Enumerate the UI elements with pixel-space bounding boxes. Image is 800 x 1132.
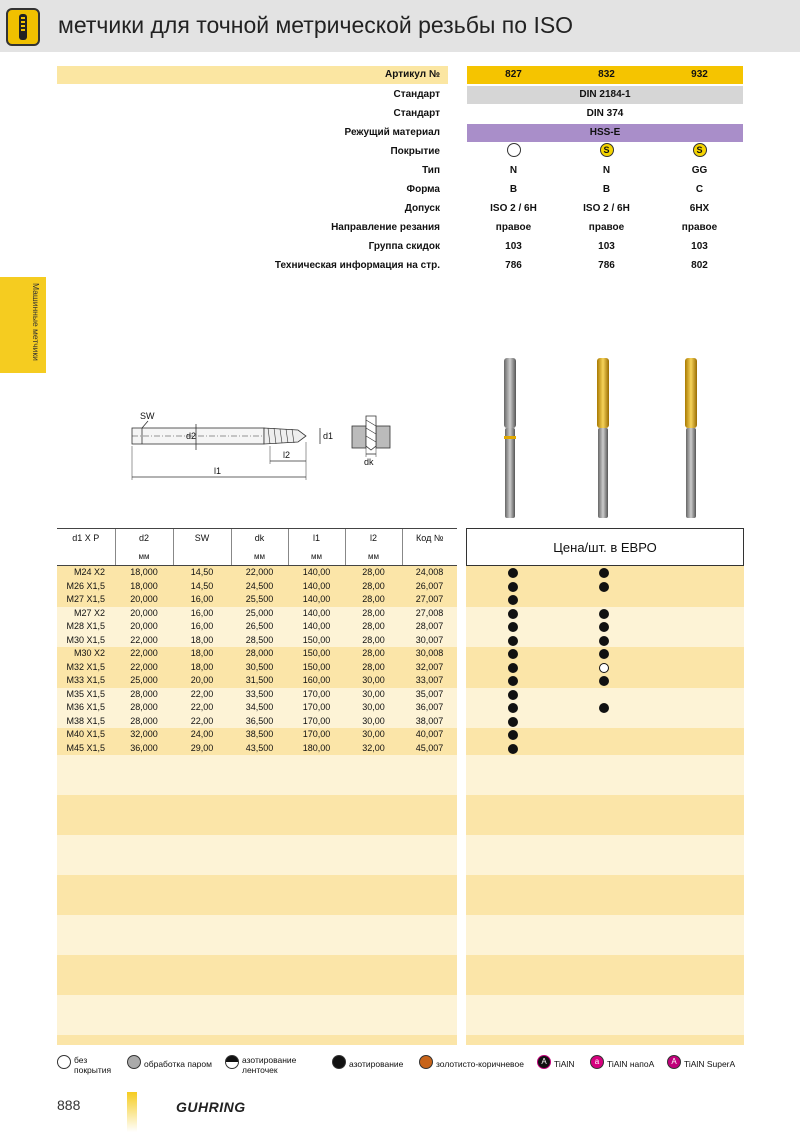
col-header: l2 (345, 529, 402, 548)
table-cell: 22,000 (130, 661, 158, 672)
spec-row-material (57, 124, 743, 142)
table-cell: 32,007 (415, 661, 444, 672)
table-row (57, 566, 457, 580)
table-cell: 27,008 (415, 607, 444, 618)
spec-row-article (57, 66, 743, 84)
spec-label: Стандарт (393, 89, 440, 100)
page-title: метчики для точной метрической резьбы по ISO (58, 12, 574, 38)
table-cell: M24 X2 (73, 567, 105, 577)
row-band (57, 995, 457, 1035)
circle-white-icon (57, 1055, 71, 1069)
spec-row-standard-2 (57, 105, 743, 123)
table-header-row (57, 529, 457, 548)
table-cell: 28,00 (362, 648, 385, 658)
row-band (57, 915, 457, 955)
table-row (57, 715, 457, 729)
dim-d1-label: d1 (323, 431, 334, 441)
table-cell: 22,000 (130, 648, 158, 658)
table-cell: 22,00 (190, 715, 214, 726)
coating-steam-icon: S (600, 143, 614, 157)
table-cell: 20,000 (130, 594, 158, 604)
table-cell: 32,00 (362, 742, 385, 753)
table-cell: 30,007 (415, 634, 444, 645)
circle-A-super-icon: A (667, 1055, 681, 1069)
table-cell: 18,000 (130, 580, 158, 591)
side-tab (0, 277, 46, 373)
availability-dot-icon (508, 649, 518, 659)
spec-label: Тип (422, 165, 440, 176)
table-cell: 31,500 (245, 675, 274, 685)
spec-label: Артикул № (57, 66, 448, 84)
table-row (57, 661, 457, 675)
availability-dot-icon (508, 703, 518, 713)
col-header: d2 (115, 529, 173, 548)
table-cell: 33,007 (415, 675, 444, 685)
table-cell: 20,000 (130, 621, 158, 631)
table-cell: 36,007 (415, 702, 444, 712)
material-value: HSS-E (467, 124, 743, 142)
row-band (466, 915, 744, 955)
table-cell: 20,000 (130, 607, 158, 618)
table-cell: M32 X1,5 (66, 661, 105, 672)
table-row (57, 728, 457, 742)
table-cell: M36 X1,5 (66, 702, 105, 712)
table-row (57, 580, 457, 594)
dim-sw-label: SW (140, 411, 155, 421)
standard-value: DIN 2184-1 (467, 86, 743, 104)
table-row (57, 701, 457, 715)
tap-832-image (597, 358, 609, 518)
availability-dot-icon (508, 663, 518, 673)
spec-row-direction: Направление резания правое правое правое (57, 219, 743, 237)
table-cell: 28,00 (362, 621, 385, 631)
table-row (57, 674, 457, 688)
col-header: dk (231, 529, 288, 548)
table-cell: 28,000 (245, 648, 274, 658)
table-cell: M33 X1,5 (66, 675, 105, 685)
dim-l2-label: l2 (283, 450, 291, 460)
spec-label: Форма (406, 184, 440, 195)
table-cell: 170,00 (302, 715, 331, 726)
table-row (57, 607, 457, 621)
table-cell: 30,500 (245, 661, 274, 672)
table-cell: 18,00 (190, 648, 214, 658)
circle-a-icon: a (590, 1055, 604, 1069)
availability-dot-icon (508, 636, 518, 646)
tap-932-image (685, 358, 697, 518)
table-cell: 16,00 (190, 607, 214, 618)
article-832: 832 (598, 69, 615, 80)
table-cell: 16,00 (190, 594, 214, 604)
table-cell: 28,500 (245, 634, 274, 645)
article-932: 932 (691, 69, 708, 80)
table-cell: 36,500 (245, 715, 274, 726)
table-cell: 140,00 (302, 567, 331, 577)
spec-row-standard-1 (57, 86, 743, 104)
table-cell: 25,500 (245, 594, 274, 604)
table-cell: 45,007 (415, 742, 444, 753)
availability-dot-icon (508, 622, 518, 632)
table-cell: 28,007 (415, 621, 444, 631)
table-cell: 180,00 (302, 742, 331, 753)
table-cell: 24,00 (190, 729, 214, 739)
table-cell: 43,500 (245, 742, 274, 753)
table-cell: 40,007 (415, 729, 444, 739)
row-band (57, 835, 457, 875)
table-cell: 28,000 (130, 715, 158, 726)
table-unit-row: мм мм мм мм (57, 548, 457, 566)
table-cell: 28,00 (362, 661, 385, 672)
table-cell: 26,500 (245, 621, 274, 631)
table-cell: 30,008 (415, 648, 444, 658)
table-cell: 150,00 (302, 634, 331, 645)
table-cell: 36,000 (130, 742, 158, 753)
spec-row-info: Техническая информация на стр. 786 786 802 (57, 257, 743, 275)
table-cell: 14,50 (190, 567, 214, 577)
spec-row-form: Форма B B C (57, 181, 743, 199)
table-cell: 30,00 (362, 702, 385, 712)
availability-dot-icon (508, 730, 518, 740)
table-cell: 27,007 (415, 594, 444, 604)
spec-label: Техническая информация на стр. (274, 260, 440, 271)
table-cell: 28,000 (130, 702, 158, 712)
table-cell: M35 X1,5 (66, 688, 105, 699)
table-cell: M27 X1,5 (66, 594, 105, 604)
article-827: 827 (505, 69, 522, 80)
spec-label: Режущий материал (344, 127, 440, 138)
table-cell: 28,00 (362, 580, 385, 591)
circle-gray-icon (127, 1055, 141, 1069)
table-cell: 20,00 (190, 675, 214, 685)
availability-dot-icon (508, 744, 518, 754)
table-cell: 140,00 (302, 594, 331, 604)
table-cell: M28 X1,5 (66, 621, 105, 631)
table-cell: 170,00 (302, 702, 331, 712)
spec-label: Направление резания (331, 222, 440, 233)
table-cell: 150,00 (302, 648, 331, 658)
table-cell: 170,00 (302, 688, 331, 699)
availability-dot-icon (599, 649, 609, 659)
col-header: d1 X P (57, 529, 115, 548)
row-band (57, 1035, 457, 1045)
table-cell: 28,00 (362, 607, 385, 618)
table-row (57, 593, 457, 607)
row-band (466, 835, 744, 875)
table-cell: 28,00 (362, 567, 385, 577)
availability-dot-icon (508, 595, 518, 605)
availability-dot-icon (599, 582, 609, 592)
side-tab-label: Машинные метчики (31, 283, 41, 361)
spec-label: Покрытие (390, 146, 440, 157)
table-cell: 14,50 (190, 580, 214, 591)
tap-827-image (504, 358, 516, 518)
coating-steam-icon: S (693, 143, 707, 157)
col-header: l1 (288, 529, 345, 548)
row-band (466, 795, 744, 835)
legend: без покрытия обработка паром азотирование ленточек азотирование золотисто-коричневое A TiAlN a TiAlN напоА A TiAlN SuperA (57, 1052, 757, 1076)
spec-row-tolerance: Допуск ISO 2 / 6H ISO 2 / 6H 6HX (57, 200, 743, 218)
availability-dot-icon (599, 568, 609, 578)
table-cell: 150,00 (302, 661, 331, 672)
table-cell: 35,007 (415, 688, 444, 699)
table-cell: 32,000 (130, 729, 158, 739)
table-cell: 33,500 (245, 688, 274, 699)
table-cell: 170,00 (302, 729, 331, 739)
table-cell: 30,00 (362, 688, 385, 699)
table-cell: 140,00 (302, 607, 331, 618)
circle-A-icon: A (537, 1055, 551, 1069)
price-header: Цена/шт. в ЕВРО (466, 528, 744, 566)
table-cell: 18,000 (130, 567, 158, 577)
dim-l1-label: l1 (214, 466, 222, 476)
table-cell: 24,008 (415, 567, 444, 577)
spec-label: Допуск (404, 203, 440, 214)
row-band (466, 875, 744, 915)
table-cell: 28,000 (130, 688, 158, 699)
page-number: 888 (57, 1097, 81, 1113)
availability-dot-icon (508, 609, 518, 619)
table-cell: 16,00 (190, 621, 214, 631)
table-row (57, 620, 457, 634)
table-cell: 34,500 (245, 702, 274, 712)
row-band (466, 955, 744, 995)
brand-logo: GUHRING (176, 1099, 246, 1115)
table-cell: 22,000 (130, 634, 158, 645)
table-cell: 140,00 (302, 580, 331, 591)
tap-product-images (480, 350, 742, 525)
row-band (466, 755, 744, 795)
availability-dot-icon (508, 717, 518, 727)
circle-black-icon (332, 1055, 346, 1069)
row-band (466, 1035, 744, 1045)
tap-technical-drawing (120, 398, 420, 490)
tap-logo-icon (6, 8, 40, 46)
table-cell: 24,500 (245, 580, 274, 591)
table-cell: M40 X1,5 (66, 729, 105, 739)
table-row (57, 742, 457, 756)
availability-dot-icon (599, 676, 609, 686)
table-cell: 38,500 (245, 729, 274, 739)
table-cell: M26 X1,5 (66, 580, 105, 591)
coating-none-icon (507, 143, 521, 157)
row-band (57, 875, 457, 915)
footer-accent-bar (127, 1092, 137, 1132)
row-band (57, 755, 457, 795)
availability-dot-icon (508, 568, 518, 578)
table-cell: M38 X1,5 (66, 715, 105, 726)
col-header: Код № (402, 529, 457, 548)
table-cell: 26,007 (415, 580, 444, 591)
availability-dot-icon (508, 690, 518, 700)
availability-dot-icon (599, 636, 609, 646)
table-cell: 22,000 (245, 567, 274, 577)
table-cell: 28,00 (362, 634, 385, 645)
availability-dot-icon (508, 676, 518, 686)
availability-dot-icon (599, 622, 609, 632)
table-row (57, 688, 457, 702)
availability-dot-icon (599, 609, 609, 619)
availability-dot-icon (508, 582, 518, 592)
table-cell: 22,00 (190, 702, 214, 712)
table-cell: 18,00 (190, 634, 214, 645)
spec-row-type: Тип N N GG (57, 162, 743, 180)
spec-label: Стандарт (393, 108, 440, 119)
dim-d2-label: d2 (186, 431, 197, 441)
spec-row-coating (57, 143, 743, 161)
table-cell: 160,00 (302, 675, 331, 685)
spec-row-discount: Группа скидок 103 103 103 (57, 238, 743, 256)
page-header (0, 0, 800, 52)
row-band (57, 795, 457, 835)
table-cell: 25,000 (130, 675, 158, 685)
availability-open-dot-icon (599, 663, 609, 673)
standard-value: DIN 374 (586, 108, 624, 119)
table-cell: 30,00 (362, 729, 385, 739)
table-cell: 38,007 (415, 715, 444, 726)
table-row (57, 647, 457, 661)
table-row (57, 634, 457, 648)
spec-label: Группа скидок (368, 241, 440, 252)
table-cell: 25,000 (245, 607, 274, 618)
dimension-table (57, 528, 457, 755)
circle-brown-icon (419, 1055, 433, 1069)
table-cell: 28,00 (362, 594, 385, 604)
table-cell: 30,00 (362, 715, 385, 726)
circle-half-icon (225, 1055, 239, 1069)
dim-dk-label: dk (364, 457, 374, 467)
table-cell: 140,00 (302, 621, 331, 631)
table-cell: M45 X1,5 (66, 742, 105, 753)
table-cell: 29,00 (190, 742, 214, 753)
table-cell: M30 X1,5 (66, 634, 105, 645)
availability-dot-icon (599, 703, 609, 713)
col-header: SW (173, 529, 231, 548)
table-cell: M27 X2 (73, 607, 105, 618)
table-cell: 22,00 (190, 688, 214, 699)
row-band (466, 995, 744, 1035)
table-cell: M30 X2 (73, 648, 105, 658)
table-cell: 18,00 (190, 661, 214, 672)
table-cell: 30,00 (362, 675, 385, 685)
row-band (57, 955, 457, 995)
